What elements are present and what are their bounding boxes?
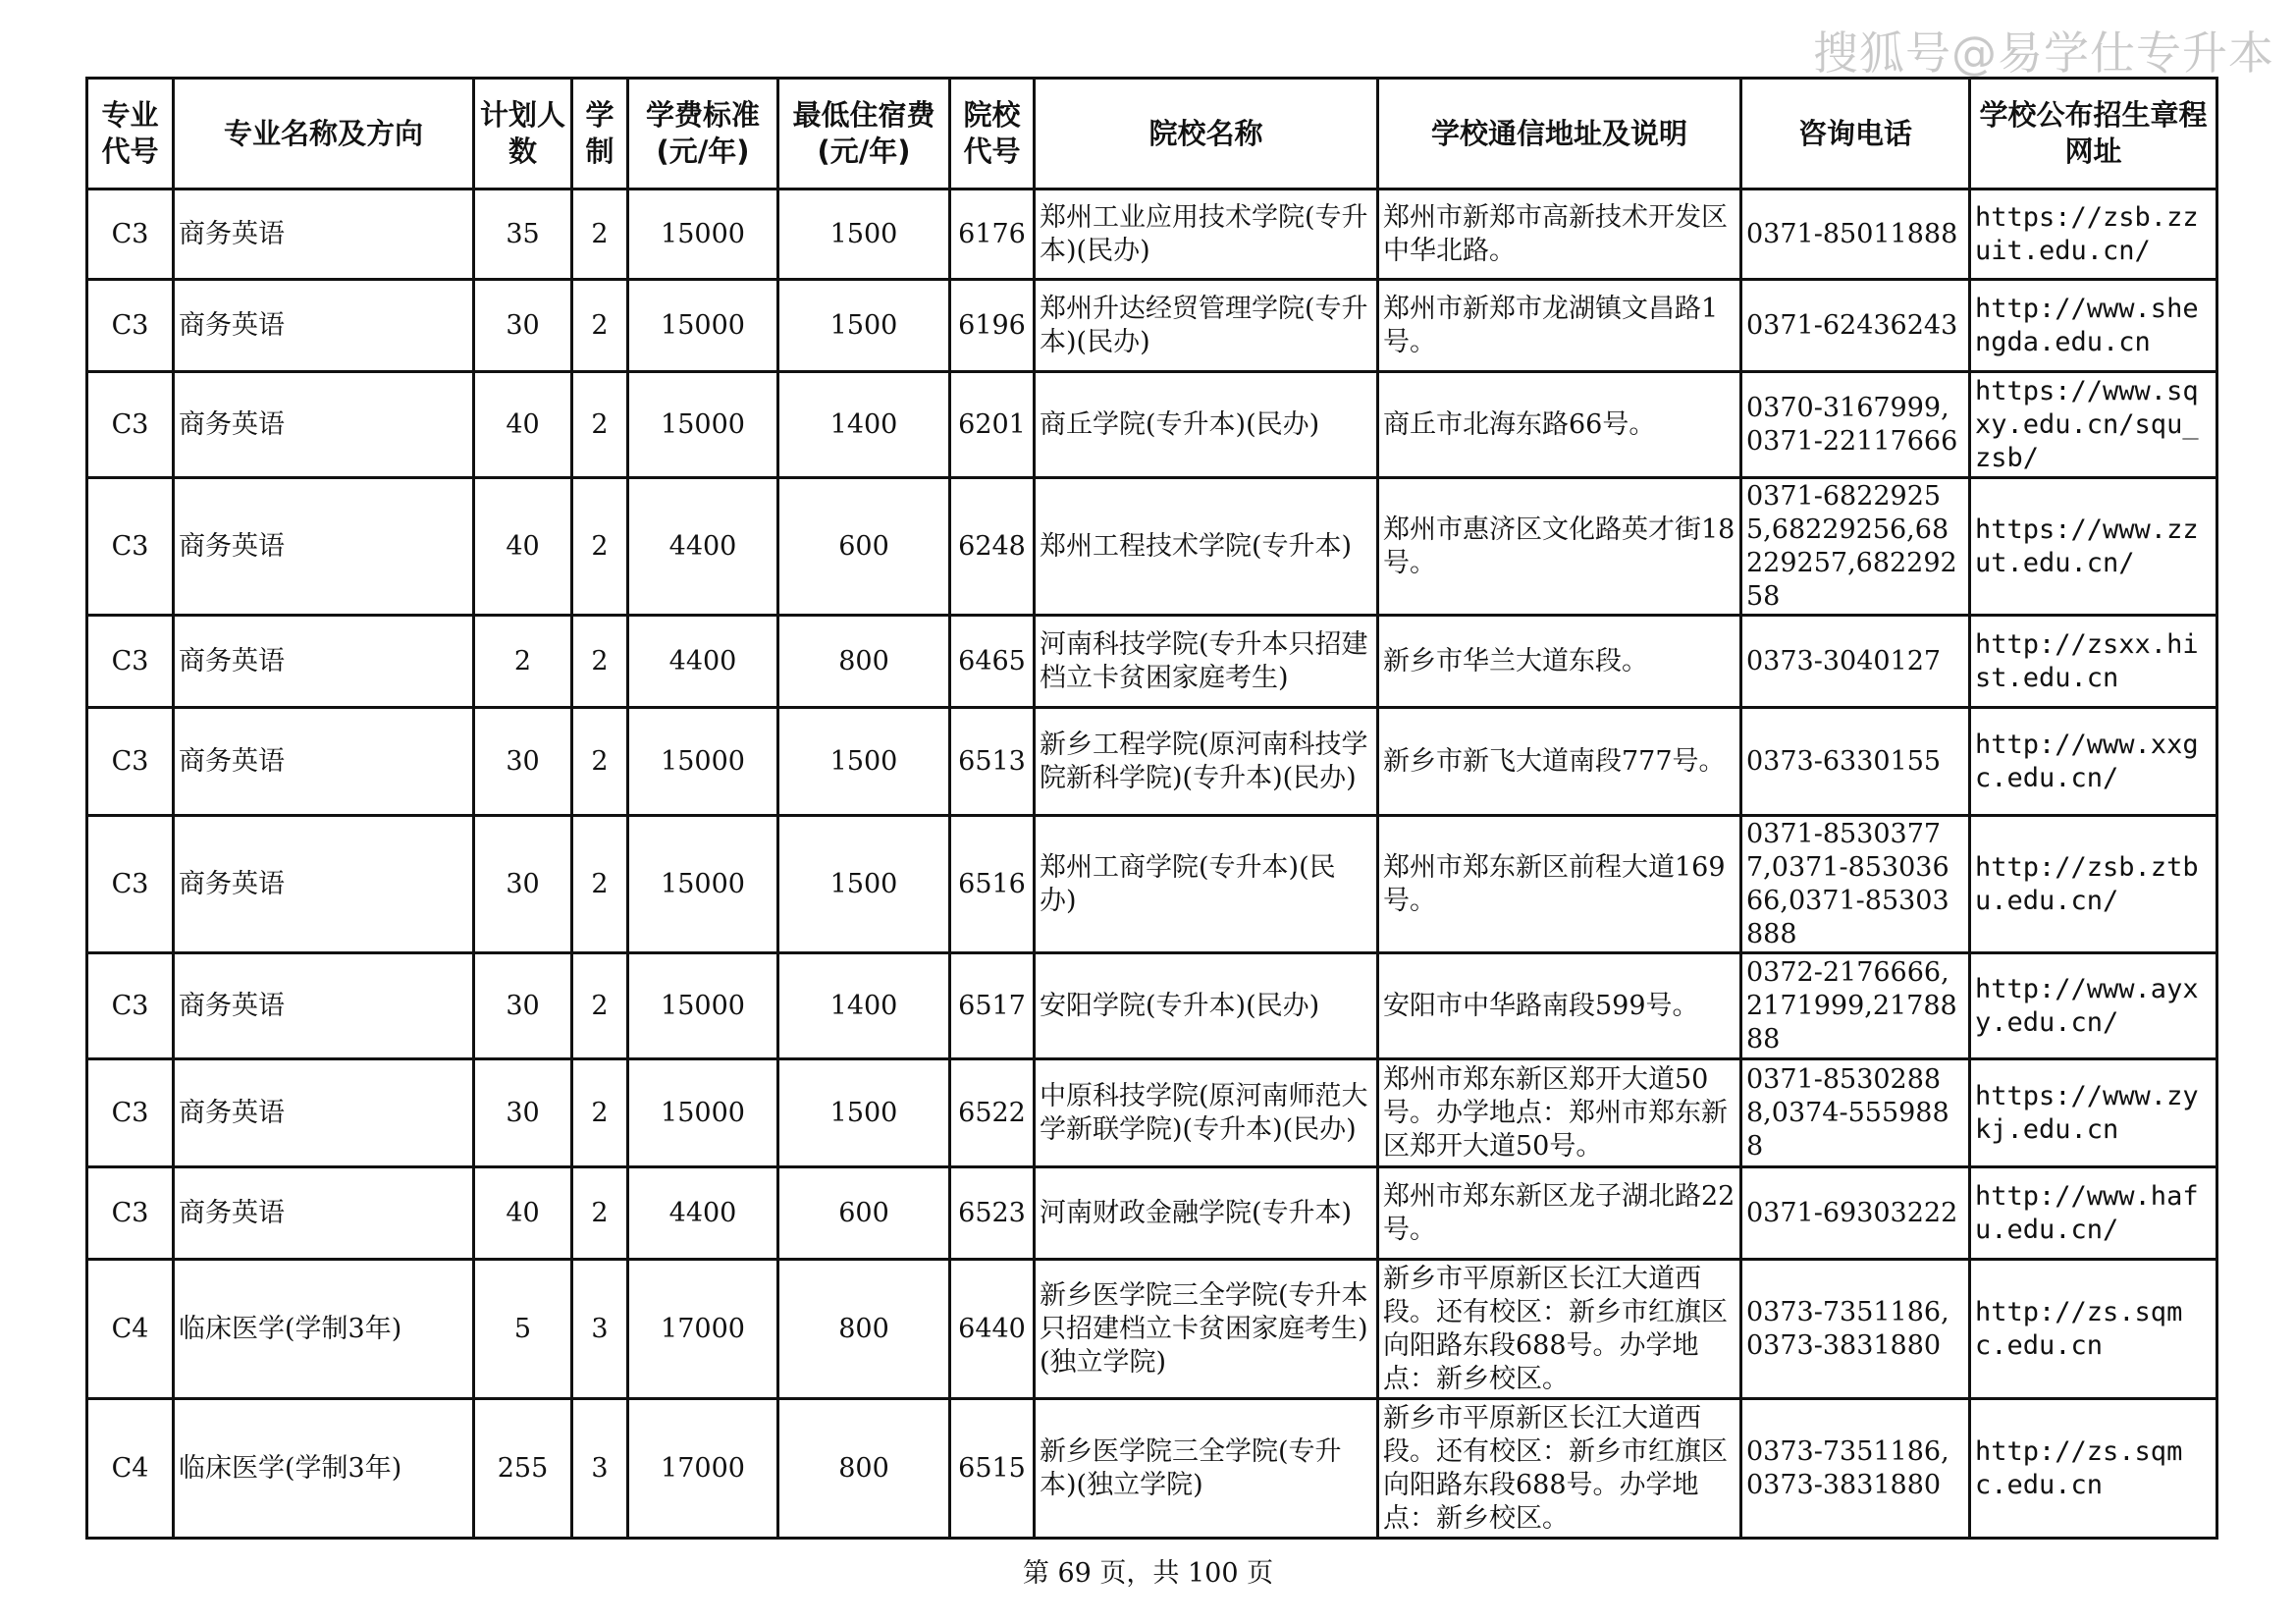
years-cell: 2 <box>572 816 628 953</box>
school-name-cell: 新乡医学院三全学院(专升本只招建档立卡贫困家庭考生)(独立学院) <box>1035 1260 1378 1399</box>
address-cell: 郑州市郑东新区郑开大道50号。办学地点：郑州市郑东新区郑开大道50号。 <box>1378 1059 1741 1167</box>
lodging-cell: 800 <box>778 616 950 708</box>
major-code-cell: C3 <box>87 816 174 953</box>
school-name-cell: 河南财政金融学院(专升本) <box>1035 1167 1378 1260</box>
phone-cell: 0372-2176666,2171999,2178888 <box>1741 953 1970 1059</box>
url-cell: http://www.ayxy.edu.cn/ <box>1970 953 2217 1059</box>
table-row <box>87 816 2217 953</box>
phone-cell: 0371-85303777,0371-85303666,0371-85303888 <box>1741 816 1970 953</box>
tuition-cell: 15000 <box>628 953 778 1059</box>
plan-count-cell: 40 <box>474 372 572 478</box>
years-cell: 2 <box>572 372 628 478</box>
phone-cell: 0371-69303222 <box>1741 1167 1970 1260</box>
phone-cell: 0373-3040127 <box>1741 616 1970 708</box>
phone-cell: 0370-3167999,0371-22117666 <box>1741 372 1970 478</box>
header-url: 学校公布招生章程网址 <box>1970 79 2217 189</box>
lodging-cell: 1500 <box>778 708 950 816</box>
school-name-cell: 新乡工程学院(原河南科技学院新科学院)(专升本)(民办) <box>1035 708 1378 816</box>
header-phone: 咨询电话 <box>1741 79 1970 189</box>
major-code-cell: C3 <box>87 708 174 816</box>
lodging-cell: 800 <box>778 1260 950 1399</box>
header-major-name: 专业名称及方向 <box>174 79 474 189</box>
lodging-cell: 600 <box>778 478 950 616</box>
major-name-cell: 商务英语 <box>174 953 474 1059</box>
major-name-cell: 临床医学(学制3年) <box>174 1260 474 1399</box>
url-cell: http://www.xxgc.edu.cn/ <box>1970 708 2217 816</box>
school-name-cell: 河南科技学院(专升本只招建档立卡贫困家庭考生) <box>1035 616 1378 708</box>
enrollment-table <box>85 77 2218 1540</box>
plan-count-cell: 30 <box>474 953 572 1059</box>
major-code-cell: C3 <box>87 280 174 372</box>
school-name-cell: 郑州升达经贸管理学院(专升本)(民办) <box>1035 280 1378 372</box>
school-name-cell: 中原科技学院(原河南师范大学新联学院)(专升本)(民办) <box>1035 1059 1378 1167</box>
address-cell: 郑州市郑东新区前程大道169号。 <box>1378 816 1741 953</box>
lodging-cell: 1500 <box>778 189 950 280</box>
school-code-cell: 6517 <box>950 953 1035 1059</box>
major-code-cell: C4 <box>87 1399 174 1539</box>
plan-count-cell: 30 <box>474 708 572 816</box>
tuition-cell: 15000 <box>628 189 778 280</box>
lodging-cell: 800 <box>778 1399 950 1539</box>
table-row <box>87 616 2217 708</box>
tuition-cell: 15000 <box>628 1059 778 1167</box>
plan-count-cell: 40 <box>474 478 572 616</box>
header-row <box>87 79 2217 189</box>
major-code-cell: C3 <box>87 953 174 1059</box>
school-code-cell: 6201 <box>950 372 1035 478</box>
major-name-cell: 商务英语 <box>174 189 474 280</box>
header-plan-count: 计划人数 <box>474 79 572 189</box>
watermark: 搜狐号@易学仕专升本 <box>1813 27 2274 80</box>
years-cell: 3 <box>572 1399 628 1539</box>
header-address: 学校通信地址及说明 <box>1378 79 1741 189</box>
phone-cell: 0371-85302888,0374-5559888 <box>1741 1059 1970 1167</box>
school-name-cell: 商丘学院(专升本)(民办) <box>1035 372 1378 478</box>
address-cell: 新乡市平原新区长江大道西段。还有校区：新乡市红旗区向阳路东段688号。办学地点：新乡校区。 <box>1378 1399 1741 1539</box>
school-code-cell: 6523 <box>950 1167 1035 1260</box>
major-name-cell: 商务英语 <box>174 280 474 372</box>
url-cell: https://www.sqxy.edu.cn/squ_zsb/ <box>1970 372 2217 478</box>
url-cell: https://www.zzut.edu.cn/ <box>1970 478 2217 616</box>
url-cell: http://zsxx.hist.edu.cn <box>1970 616 2217 708</box>
school-name-cell: 郑州工程技术学院(专升本) <box>1035 478 1378 616</box>
school-code-cell: 6516 <box>950 816 1035 953</box>
address-cell: 郑州市新郑市龙湖镇文昌路1号。 <box>1378 280 1741 372</box>
school-name-cell: 郑州工业应用技术学院(专升本)(民办) <box>1035 189 1378 280</box>
url-cell: https://www.zykj.edu.cn <box>1970 1059 2217 1167</box>
lodging-cell: 1400 <box>778 953 950 1059</box>
tuition-cell: 15000 <box>628 372 778 478</box>
major-code-cell: C3 <box>87 1167 174 1260</box>
phone-cell: 0373-7351186,0373-3831880 <box>1741 1260 1970 1399</box>
years-cell: 2 <box>572 1059 628 1167</box>
url-cell: http://www.hafu.edu.cn/ <box>1970 1167 2217 1260</box>
major-name-cell: 商务英语 <box>174 478 474 616</box>
table-row <box>87 1167 2217 1260</box>
tuition-cell: 17000 <box>628 1399 778 1539</box>
plan-count-cell: 35 <box>474 189 572 280</box>
years-cell: 3 <box>572 1260 628 1399</box>
lodging-cell: 1500 <box>778 280 950 372</box>
years-cell: 2 <box>572 1167 628 1260</box>
header-lodging: 最低住宿费(元/年) <box>778 79 950 189</box>
school-name-cell: 新乡医学院三全学院(专升本)(独立学院) <box>1035 1399 1378 1539</box>
school-code-cell: 6440 <box>950 1260 1035 1399</box>
major-name-cell: 临床医学(学制3年) <box>174 1399 474 1539</box>
major-name-cell: 商务英语 <box>174 708 474 816</box>
years-cell: 2 <box>572 953 628 1059</box>
lodging-cell: 600 <box>778 1167 950 1260</box>
years-cell: 2 <box>572 280 628 372</box>
table-body <box>87 189 2217 1539</box>
years-cell: 2 <box>572 616 628 708</box>
plan-count-cell: 255 <box>474 1399 572 1539</box>
header-tuition: 学费标准(元/年) <box>628 79 778 189</box>
phone-cell: 0371-68229255,68229256,68229257,68229258 <box>1741 478 1970 616</box>
lodging-cell: 1400 <box>778 372 950 478</box>
major-name-cell: 商务英语 <box>174 1167 474 1260</box>
address-cell: 郑州市惠济区文化路英才街18号。 <box>1378 478 1741 616</box>
table-row <box>87 280 2217 372</box>
school-code-cell: 6248 <box>950 478 1035 616</box>
address-cell: 郑州市郑东新区龙子湖北路22号。 <box>1378 1167 1741 1260</box>
table-row <box>87 1059 2217 1167</box>
school-name-cell: 郑州工商学院(专升本)(民办) <box>1035 816 1378 953</box>
url-cell: http://www.shengda.edu.cn <box>1970 280 2217 372</box>
address-cell: 新乡市华兰大道东段。 <box>1378 616 1741 708</box>
major-code-cell: C3 <box>87 1059 174 1167</box>
plan-count-cell: 30 <box>474 280 572 372</box>
url-cell: http://zs.sqmc.edu.cn <box>1970 1399 2217 1539</box>
header-years: 学制 <box>572 79 628 189</box>
header-school-code: 院校代号 <box>950 79 1035 189</box>
lodging-cell: 1500 <box>778 816 950 953</box>
phone-cell: 0373-7351186,0373-3831880 <box>1741 1399 1970 1539</box>
school-code-cell: 6176 <box>950 189 1035 280</box>
major-name-cell: 商务英语 <box>174 372 474 478</box>
years-cell: 2 <box>572 478 628 616</box>
major-name-cell: 商务英语 <box>174 816 474 953</box>
plan-count-cell: 30 <box>474 1059 572 1167</box>
table-row <box>87 478 2217 616</box>
major-name-cell: 商务英语 <box>174 1059 474 1167</box>
url-cell: http://zs.sqmc.edu.cn <box>1970 1260 2217 1399</box>
school-name-cell: 安阳学院(专升本)(民办) <box>1035 953 1378 1059</box>
tuition-cell: 4400 <box>628 616 778 708</box>
major-code-cell: C3 <box>87 616 174 708</box>
lodging-cell: 1500 <box>778 1059 950 1167</box>
school-code-cell: 6513 <box>950 708 1035 816</box>
plan-count-cell: 5 <box>474 1260 572 1399</box>
table-row <box>87 189 2217 280</box>
plan-count-cell: 30 <box>474 816 572 953</box>
phone-cell: 0373-6330155 <box>1741 708 1970 816</box>
address-cell: 安阳市中华路南段599号。 <box>1378 953 1741 1059</box>
school-code-cell: 6196 <box>950 280 1035 372</box>
tuition-cell: 15000 <box>628 708 778 816</box>
table-row <box>87 1399 2217 1539</box>
address-cell: 新乡市平原新区长江大道西段。还有校区：新乡市红旗区向阳路东段688号。办学地点：新乡校区。 <box>1378 1260 1741 1399</box>
header-school-name: 院校名称 <box>1035 79 1378 189</box>
years-cell: 2 <box>572 708 628 816</box>
years-cell: 2 <box>572 189 628 280</box>
address-cell: 郑州市新郑市高新技术开发区中华北路。 <box>1378 189 1741 280</box>
major-code-cell: C3 <box>87 478 174 616</box>
major-code-cell: C3 <box>87 189 174 280</box>
url-cell: http://zsb.ztbu.edu.cn/ <box>1970 816 2217 953</box>
url-cell: https://zsb.zzuit.edu.cn/ <box>1970 189 2217 280</box>
plan-count-cell: 40 <box>474 1167 572 1260</box>
address-cell: 新乡市新飞大道南段777号。 <box>1378 708 1741 816</box>
table-row <box>87 708 2217 816</box>
page-footer: 第 69 页，共 100 页 <box>1022 1558 1274 1589</box>
header-major-code: 专业代号 <box>87 79 174 189</box>
tuition-cell: 17000 <box>628 1260 778 1399</box>
table-row <box>87 1260 2217 1399</box>
major-code-cell: C4 <box>87 1260 174 1399</box>
table-row <box>87 953 2217 1059</box>
major-name-cell: 商务英语 <box>174 616 474 708</box>
phone-cell: 0371-85011888 <box>1741 189 1970 280</box>
tuition-cell: 15000 <box>628 280 778 372</box>
tuition-cell: 4400 <box>628 478 778 616</box>
address-cell: 商丘市北海东路66号。 <box>1378 372 1741 478</box>
school-code-cell: 6522 <box>950 1059 1035 1167</box>
major-code-cell: C3 <box>87 372 174 478</box>
tuition-cell: 15000 <box>628 816 778 953</box>
plan-count-cell: 2 <box>474 616 572 708</box>
school-code-cell: 6465 <box>950 616 1035 708</box>
table-row <box>87 372 2217 478</box>
phone-cell: 0371-62436243 <box>1741 280 1970 372</box>
school-code-cell: 6515 <box>950 1399 1035 1539</box>
tuition-cell: 4400 <box>628 1167 778 1260</box>
